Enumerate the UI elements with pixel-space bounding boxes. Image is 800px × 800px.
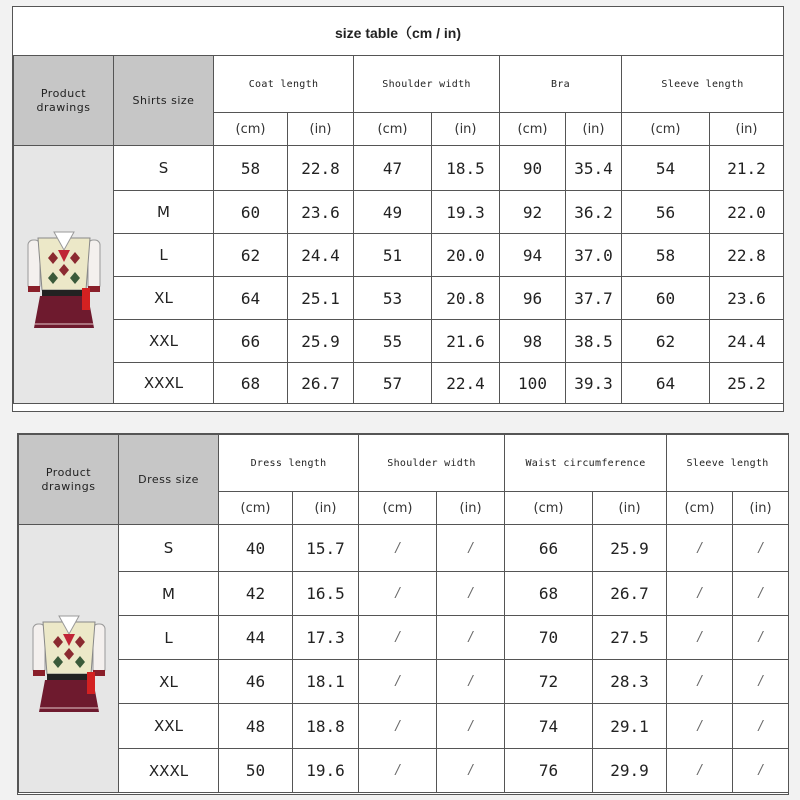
value-cell: 25.1	[288, 277, 354, 320]
table-row	[19, 660, 789, 704]
value-cell: 38.5	[566, 320, 622, 363]
value-cell: 25.9	[288, 320, 354, 363]
value-cell: /	[437, 660, 505, 704]
value-cell: 46	[219, 660, 293, 704]
value-cell: 66	[214, 320, 288, 363]
value-cell: 37.0	[566, 234, 622, 277]
value-cell: 94	[500, 234, 566, 277]
value-cell: 100	[500, 363, 566, 404]
value-cell: 74	[505, 704, 593, 749]
sleeve-length-header: Sleeve length	[667, 435, 789, 492]
value-cell: /	[733, 616, 789, 660]
value-cell: 24.4	[288, 234, 354, 277]
value-cell: 70	[505, 616, 593, 660]
value-cell: 98	[500, 320, 566, 363]
value-cell: 42	[219, 572, 293, 616]
value-cell: 28.3	[593, 660, 667, 704]
value-cell: 25.9	[593, 525, 667, 572]
unit-cm: (cm)	[505, 492, 593, 525]
value-cell: /	[359, 749, 437, 793]
value-cell: 55	[354, 320, 432, 363]
value-cell: 96	[500, 277, 566, 320]
size-cell: XXL	[114, 320, 214, 363]
shoulder-width-header: Shoulder width	[354, 56, 500, 113]
value-cell: 66	[505, 525, 593, 572]
value-cell: 23.6	[710, 277, 784, 320]
value-cell: 50	[219, 749, 293, 793]
value-cell: 27.5	[593, 616, 667, 660]
unit-in: (in)	[437, 492, 505, 525]
coat-length-header: Coat length	[214, 56, 354, 113]
value-cell: /	[437, 525, 505, 572]
shoulder-width-header: Shoulder width	[359, 435, 505, 492]
value-cell: 17.3	[293, 616, 359, 660]
size-cell: XL	[119, 660, 219, 704]
table-row	[14, 234, 784, 277]
table-row	[14, 363, 784, 404]
school-uniform-icon	[29, 594, 109, 724]
shirt-size-table	[13, 55, 784, 404]
value-cell: 40	[219, 525, 293, 572]
dress-size-panel	[17, 433, 789, 795]
value-cell: 19.6	[293, 749, 359, 793]
unit-in: (in)	[566, 113, 622, 146]
value-cell: 21.2	[710, 146, 784, 191]
value-cell: 20.0	[432, 234, 500, 277]
value-cell: /	[359, 660, 437, 704]
value-cell: /	[359, 572, 437, 616]
value-cell: /	[359, 704, 437, 749]
value-cell: /	[733, 660, 789, 704]
value-cell: 58	[622, 234, 710, 277]
value-cell: /	[733, 704, 789, 749]
size-cell: S	[114, 146, 214, 191]
unit-in: (in)	[710, 113, 784, 146]
value-cell: /	[667, 572, 733, 616]
unit-in: (in)	[293, 492, 359, 525]
value-cell: 57	[354, 363, 432, 404]
size-cell: L	[114, 234, 214, 277]
value-cell: 22.8	[710, 234, 784, 277]
value-cell: /	[733, 572, 789, 616]
value-cell: 20.8	[432, 277, 500, 320]
size-cell: XXXL	[119, 749, 219, 793]
value-cell: 47	[354, 146, 432, 191]
value-cell: /	[733, 749, 789, 793]
value-cell: 18.8	[293, 704, 359, 749]
unit-cm: (cm)	[359, 492, 437, 525]
unit-cm: (cm)	[622, 113, 710, 146]
value-cell: 51	[354, 234, 432, 277]
value-cell: 48	[219, 704, 293, 749]
value-cell: 64	[214, 277, 288, 320]
value-cell: 72	[505, 660, 593, 704]
value-cell: /	[667, 704, 733, 749]
value-cell: 76	[505, 749, 593, 793]
value-cell: 29.1	[593, 704, 667, 749]
unit-in: (in)	[432, 113, 500, 146]
bra-header: Bra	[500, 56, 622, 113]
dress-length-header: Dress length	[219, 435, 359, 492]
unit-cm: (cm)	[214, 113, 288, 146]
sleeve-length-header: Sleeve length	[622, 56, 784, 113]
value-cell: 29.9	[593, 749, 667, 793]
dress-outfit-photo	[19, 525, 119, 793]
value-cell: /	[437, 749, 505, 793]
table-row	[19, 572, 789, 616]
size-cell: XXXL	[114, 363, 214, 404]
unit-cm: (cm)	[219, 492, 293, 525]
value-cell: 26.7	[593, 572, 667, 616]
shirt-outfit-photo	[14, 146, 114, 404]
value-cell: 22.8	[288, 146, 354, 191]
value-cell: /	[359, 525, 437, 572]
size-cell: XL	[114, 277, 214, 320]
value-cell: 21.6	[432, 320, 500, 363]
table-row	[14, 146, 784, 191]
school-uniform-icon	[24, 210, 104, 340]
value-cell: 37.7	[566, 277, 622, 320]
value-cell: 39.3	[566, 363, 622, 404]
value-cell: /	[667, 749, 733, 793]
table-row	[14, 320, 784, 363]
size-cell: XXL	[119, 704, 219, 749]
value-cell: /	[667, 660, 733, 704]
value-cell: /	[667, 525, 733, 572]
value-cell: 68	[214, 363, 288, 404]
size-cell: L	[119, 616, 219, 660]
value-cell: /	[437, 572, 505, 616]
value-cell: /	[733, 525, 789, 572]
table-row	[19, 749, 789, 793]
value-cell: 44	[219, 616, 293, 660]
value-cell: 19.3	[432, 191, 500, 234]
table-row	[19, 704, 789, 749]
value-cell: 68	[505, 572, 593, 616]
value-cell: 22.4	[432, 363, 500, 404]
value-cell: 62	[214, 234, 288, 277]
value-cell: 90	[500, 146, 566, 191]
unit-cm: (cm)	[354, 113, 432, 146]
value-cell: 18.1	[293, 660, 359, 704]
value-cell: 36.2	[566, 191, 622, 234]
size-cell: M	[119, 572, 219, 616]
shirts-size-label: Shirts size	[114, 56, 214, 146]
value-cell: 18.5	[432, 146, 500, 191]
unit-in: (in)	[593, 492, 667, 525]
value-cell: 16.5	[293, 572, 359, 616]
value-cell: /	[437, 616, 505, 660]
table-row	[19, 525, 789, 572]
value-cell: 25.2	[710, 363, 784, 404]
size-table-title: size table（cm / in)	[13, 7, 783, 56]
value-cell: 15.7	[293, 525, 359, 572]
value-cell: 58	[214, 146, 288, 191]
value-cell: 35.4	[566, 146, 622, 191]
value-cell: 23.6	[288, 191, 354, 234]
value-cell: 26.7	[288, 363, 354, 404]
unit-in: (in)	[733, 492, 789, 525]
value-cell: 53	[354, 277, 432, 320]
value-cell: 92	[500, 191, 566, 234]
waist-circumference-header: Waist circumference	[505, 435, 667, 492]
value-cell: 22.0	[710, 191, 784, 234]
value-cell: 24.4	[710, 320, 784, 363]
value-cell: /	[359, 616, 437, 660]
dress-size-label: Dress size	[119, 435, 219, 525]
value-cell: 60	[622, 277, 710, 320]
value-cell: /	[667, 616, 733, 660]
product-drawings-label: Product drawings	[14, 56, 114, 146]
size-cell: S	[119, 525, 219, 572]
value-cell: 60	[214, 191, 288, 234]
product-drawings-label: Product drawings	[19, 435, 119, 525]
unit-cm: (cm)	[500, 113, 566, 146]
shirt-size-panel	[12, 6, 784, 412]
table-row	[14, 191, 784, 234]
value-cell: 62	[622, 320, 710, 363]
unit-in: (in)	[288, 113, 354, 146]
value-cell: /	[437, 704, 505, 749]
table-row	[19, 616, 789, 660]
table-row	[14, 277, 784, 320]
value-cell: 54	[622, 146, 710, 191]
size-cell: M	[114, 191, 214, 234]
unit-cm: (cm)	[667, 492, 733, 525]
dress-size-table	[18, 434, 789, 793]
value-cell: 49	[354, 191, 432, 234]
value-cell: 56	[622, 191, 710, 234]
value-cell: 64	[622, 363, 710, 404]
